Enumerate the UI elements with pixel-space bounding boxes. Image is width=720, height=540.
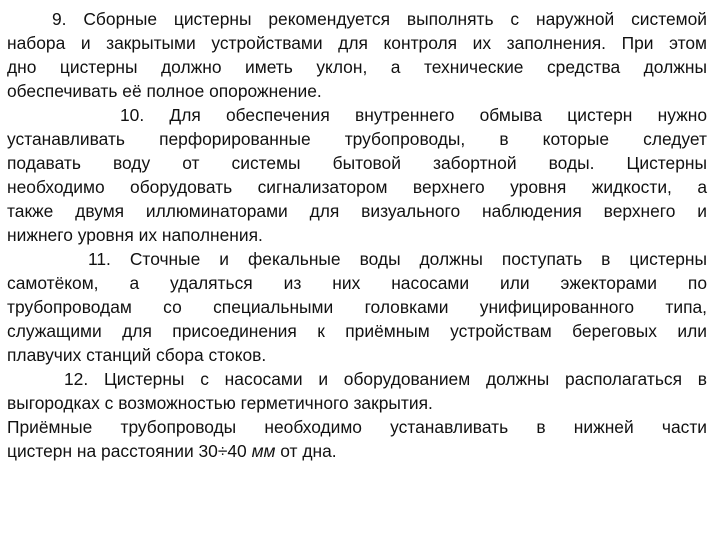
paragraph-10-line-1: 10. Для обеспечения внутреннего обмыва цистерн нужно (120, 105, 707, 125)
paragraph-9-line-1: 9. Сборные цистерны рекомендуется выполнять с наружной системой (52, 9, 707, 29)
paragraph-9-line-4: обеспечивать её полное опорожнение. (7, 81, 322, 101)
paragraph-11-line-2: самотёком, а удаляться из них насосами или эжекторами по (7, 273, 707, 293)
paragraph-11-line-5: плавучих станций сбора стоков. (7, 345, 267, 365)
paragraph-9-line-2: набора и закрытыми устройствами для контроля их заполнения. При этом (7, 33, 707, 53)
distance-tail: от дна. (275, 441, 337, 461)
distance-text: цистерн на расстоянии 30÷40 (7, 441, 252, 461)
paragraph-13-line-2 (7, 439, 707, 463)
paragraph-10-line-4: необходимо оборудовать сигнализатором верхнего уровня жидкости, а (7, 177, 707, 197)
paragraph-11-line-1: 11. Сточные и фекальные воды должны поступать в цистерны (88, 249, 707, 269)
paragraph-10-line-2: устанавливать перфорированные трубопроводы, в которые следует (7, 129, 707, 149)
paragraph-10-line-5: также двумя иллюминаторами для визуального наблюдения верхнего и (7, 201, 707, 221)
paragraph-12-line-2: выгородках с возможностью герметичного закрытия. (7, 393, 433, 413)
paragraph-12-line-1: 12. Цистерны с насосами и оборудованием должны располагаться в (64, 369, 707, 389)
paragraph-10-line-6: нижнего уровня их наполнения. (7, 225, 263, 245)
paragraph-11-line-3: трубопроводам со специальными головками унифицированного типа, (7, 297, 707, 317)
paragraph-9-line-3: дно цистерны должно иметь уклон, а технические средства должны (7, 57, 707, 77)
paragraph-13-line-1: Приёмные трубопроводы необходимо устанавливать в нижней части (7, 417, 707, 437)
paragraph-11-line-4: служащими для присоединения к приёмным устройствам береговых или (7, 321, 707, 341)
distance-unit: мм (251, 441, 276, 461)
paragraph-10-line-3: подавать воду от системы бытовой забортной воды. Цистерны (7, 153, 707, 173)
